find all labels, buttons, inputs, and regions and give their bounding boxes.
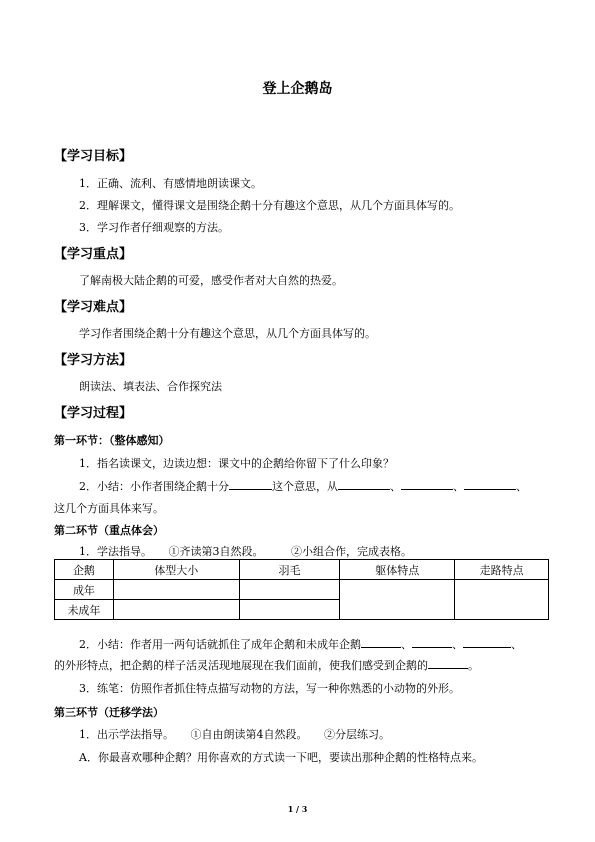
table-header-row bbox=[55, 560, 549, 580]
section-heading-method: 【学习方法】 bbox=[54, 353, 133, 368]
stage1-title: 第一环节：（整体感知） bbox=[54, 434, 170, 447]
fill-blank[interactable] bbox=[229, 478, 272, 490]
table-cell-merged[interactable] bbox=[340, 580, 455, 620]
stage1-q2-text-a: 2．小结：小作者围绕企鹅十分 bbox=[79, 480, 229, 493]
penguin-feature-table bbox=[54, 559, 549, 620]
section-heading-process: 【学习过程】 bbox=[54, 406, 133, 421]
stage2-title: 第二环节（重点体会） bbox=[54, 524, 164, 537]
row-label: 成年 bbox=[55, 580, 114, 600]
method-text: 朗读法、填表法、合作探究法 bbox=[79, 380, 222, 393]
focus-text: 了解南极大陆企鹅的可爱，感受作者对大自然的热爱。 bbox=[79, 274, 343, 287]
stage2-q2-text-a: 2．小结：作者用一两句话就抓住了成年企鹅和未成年企鹅 bbox=[79, 638, 361, 651]
separator: 、 bbox=[401, 638, 412, 651]
table-header-cell: 企鹅 bbox=[55, 560, 114, 580]
separator: 、 bbox=[516, 480, 527, 493]
fill-blank[interactable] bbox=[412, 636, 452, 648]
goal-item-1: 1．正确、流利、有感情地朗读课文。 bbox=[79, 177, 262, 190]
fill-blank[interactable] bbox=[463, 636, 511, 648]
stage3-question-a: A．你最喜欢哪种企鹅？用你喜欢的方式读一下吧，要读出那种企鹅的性格特点来。 bbox=[79, 751, 483, 764]
table-header-cell: 走路特点 bbox=[455, 560, 549, 580]
table-header-cell: 体型大小 bbox=[113, 560, 239, 580]
section-heading-goals: 【学习目标】 bbox=[54, 149, 133, 164]
table-cell[interactable] bbox=[113, 580, 239, 600]
table-cell[interactable] bbox=[113, 600, 239, 620]
stage1-question-2 bbox=[79, 478, 527, 494]
table-cell[interactable] bbox=[239, 580, 340, 600]
table-cell[interactable] bbox=[239, 600, 340, 620]
fill-blank[interactable] bbox=[401, 478, 453, 490]
goal-item-2: 2．理解课文，懂得课文是围绕企鹅十分有趣这个意思，从几个方面具体写的。 bbox=[79, 199, 460, 212]
difficulty-text: 学习作者围绕企鹅十分有趣这个意思，从几个方面具体写的。 bbox=[79, 327, 376, 340]
stage2-q2-text-b: 的外形特点，把企鹅的样子活灵活现地展现在我们面前，使我们感受到企鹅的 bbox=[54, 659, 428, 672]
separator: 。 bbox=[468, 659, 479, 672]
stage2-question-2 bbox=[79, 636, 522, 652]
fill-blank[interactable] bbox=[361, 636, 401, 648]
stage2-q2-continued bbox=[54, 657, 479, 673]
page-number: 1 / 3 bbox=[287, 804, 308, 814]
fill-blank[interactable] bbox=[338, 478, 390, 490]
separator: 、 bbox=[511, 638, 522, 651]
section-heading-difficulty: 【学习难点】 bbox=[54, 300, 133, 315]
fill-blank[interactable] bbox=[428, 657, 468, 669]
row-label: 未成年 bbox=[55, 600, 114, 620]
table-row bbox=[55, 580, 549, 600]
stage1-q2-continued: 这几个方面具体来写。 bbox=[54, 502, 164, 515]
stage3-title: 第三环节（迁移学法） bbox=[54, 706, 164, 719]
separator: 、 bbox=[453, 480, 464, 493]
stage1-q2-text-b: 这个意思，从 bbox=[272, 480, 338, 493]
goal-item-3: 3．学习作者仔细观察的方法。 bbox=[79, 221, 229, 234]
section-heading-focus: 【学习重点】 bbox=[54, 247, 133, 262]
stage3-question-1: 1．出示学法指导。 ①自由朗读第4自然段。 ②分层练习。 bbox=[79, 728, 390, 741]
table-cell-merged[interactable] bbox=[455, 580, 549, 620]
separator: 、 bbox=[452, 638, 463, 651]
stage2-question-3: 3．练笔：仿照作者抓住特点描写动物的方法，写一种你熟悉的小动物的外形。 bbox=[79, 682, 460, 695]
separator: 、 bbox=[390, 480, 401, 493]
fill-blank[interactable] bbox=[464, 478, 516, 490]
table-header-cell: 羽毛 bbox=[239, 560, 340, 580]
stage1-question-1: 1．指名读课文，边读边想：课文中的企鹅给你留下了什么印象？ bbox=[79, 457, 394, 470]
table-header-cell: 躯体特点 bbox=[340, 560, 455, 580]
stage2-question-1: 1．学法指导。 ①齐读第3自然段。 ②小组合作，完成表格。 bbox=[79, 545, 412, 558]
page-title: 登上企鹅岛 bbox=[262, 81, 333, 97]
